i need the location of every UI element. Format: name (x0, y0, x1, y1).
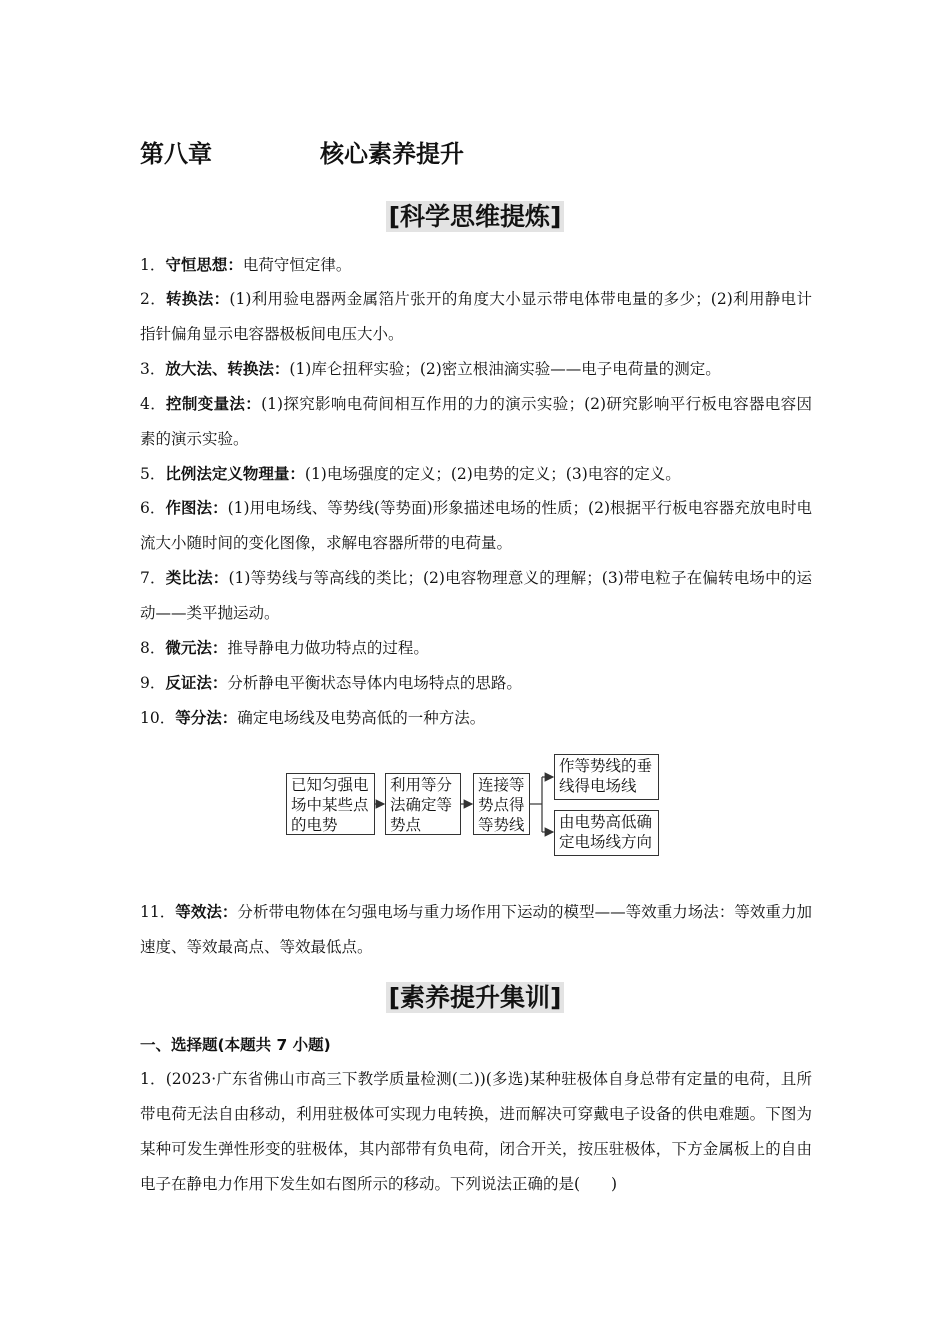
list-item: 3．放大法、转换法：(1)库仑扭秤实验；(2)密立根油滴实验——电子电荷量的测定。 (140, 360, 721, 378)
list-item: 4．控制变量法：(1)探究影响电荷间相互作用的力的演示实验；(2)研究影响平行板电容器电容因素的演示实验。 (140, 395, 812, 448)
flowchart (286, 751, 662, 859)
list-item: 1．守恒思想：电荷守恒定律。 (140, 256, 352, 274)
list-item: 6．作图法：(1)用电场线、等势线(等势面)形象描述电场的性质；(2)根据平行板电容器充放电时电流大小随时间的变化图像，求解电容器所带的电荷量。 (140, 499, 812, 552)
list-item: 5．比例法定义物理量：(1)电场强度的定义；(2)电势的定义；(3)电容的定义。 (140, 465, 681, 483)
question-1: 1．(2023·广东省佛山市高三下教学质量检测(二))(多选)某种驻极体自身总带有定量的电荷，且所带电荷无法自由移动，利用驻极体可实现力电转换，进而解决可穿戴电子设备的供电难题。下图为某种可发生弹性形变的驻极体，其内部带有负电荷，闭合开关，按压驻极体，下方金属板上的自由电子在静电力作用下发生如右图所示的移动。下列说法正确的是( ) (140, 1070, 812, 1193)
list-item: 2．转换法：(1)利用验电器两金属箔片张开的角度大小显示带电体带电量的多少；(2)利用静电计指针偏角显示电容器极板间电压大小。 (140, 290, 812, 343)
list-item: 7．类比法：(1)等势线与等高线的类比；(2)电容物理意义的理解；(3)带电粒子在偏转电场中的运动——类平抛运动。 (140, 569, 812, 622)
list-item: 11．等效法：分析带电物体在匀强电场与重力场作用下运动的模型——等效重力场法：等效重力加速度、等效最高点、等效最低点。 (140, 903, 812, 956)
section-title-thinking: [科学思维提炼] (0, 197, 950, 233)
chapter-subtitle: 核心素养提升 (320, 140, 464, 168)
flow-box-direction: 由电势高低确 定电场线方向 (554, 810, 659, 856)
question-heading: 一、选择题(本题共 7 小题) (140, 1036, 331, 1054)
flow-box-perpendicular: 作等势线的垂 线得电场线 (554, 754, 659, 800)
list-item: 9．反证法：分析静电平衡状态导体内电场特点的思路。 (140, 674, 522, 692)
list-item: 10．等分法：确定电场线及电势高低的一种方法。 (140, 709, 486, 727)
section-title-practice: [素养提升集训] (0, 978, 950, 1014)
list-item: 8．微元法：推导静电力做功特点的过程。 (140, 639, 429, 657)
chapter-title (140, 134, 464, 169)
flow-box-equal-division: 利用等分 法确定等 势点 (385, 773, 461, 835)
chapter-number: 第八章 (140, 140, 212, 168)
flow-box-known-potential: 已知匀强电 场中某些点 的电势 (286, 773, 375, 835)
flow-box-connect-points: 连接等 势点得 等势线 (473, 773, 530, 835)
